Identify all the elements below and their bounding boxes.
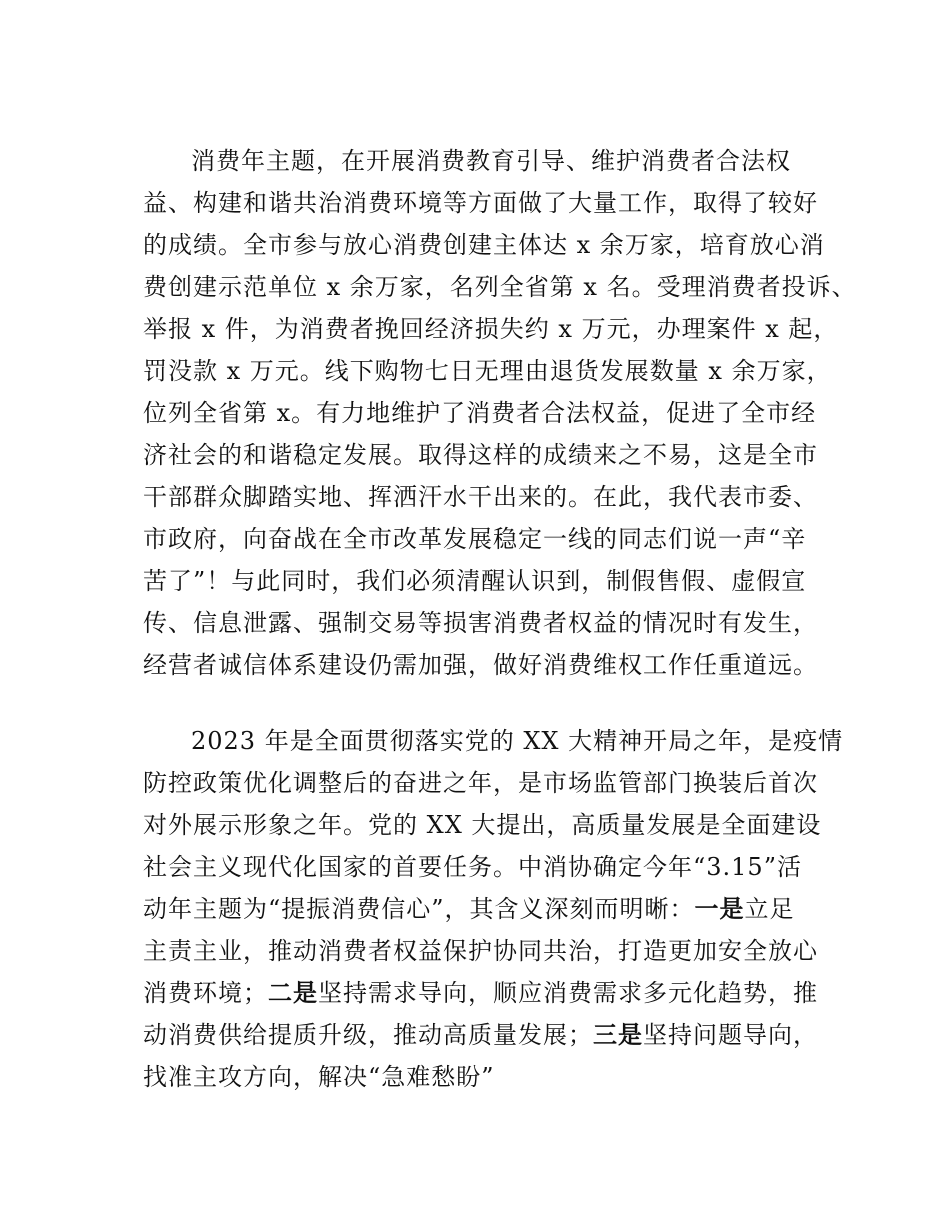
line-tail: 坚持需求导向，顺应消费需求多元化趋势，推 <box>318 979 818 1007</box>
text-line: 防控政策优化调整后的奋进之年，是市场监管部门换装后首次 <box>143 769 818 797</box>
emphasis-first: 一是 <box>694 894 745 923</box>
text-line: 举报 x 件，为消费者挽回经济损失约 x 万元，办理案件 x 起， <box>143 315 839 343</box>
text-line: 位列全省第 x。有力地维护了消费者合法权益，促进了全市经 <box>143 399 817 427</box>
text-line: 消费年主题，在开展消费教育引导、维护消费者合法权 <box>191 147 791 175</box>
text-line: 对外展示形象之年。党的 XX 大提出，高质量发展是全面建设 <box>143 811 822 839</box>
text-line: 干部群众脚踏实地、挥洒汗水干出来的。在此，我代表市委、 <box>143 483 818 511</box>
text-line: 传、信息泄露、强制交易等损害消费者权益的情况时有发生， <box>143 609 818 637</box>
text-line: 费创建示范单位 x 余万家，名列全省第 x 名。受理消费者投诉、 <box>143 273 857 301</box>
line-tail: 坚持问题导向， <box>643 1021 818 1049</box>
text-line: 罚没款 x 万元。线下购物七日无理由退货发展数量 x 余万家， <box>143 357 832 385</box>
text-line: 社会主义现代化国家的首要任务。中消协确定今年“3.15”活 <box>143 853 802 881</box>
line-lead: 动年主题为“提振消费信心”，其含义深刻而明晰： <box>143 895 695 923</box>
line-lead: 动消费供给提质升级，推动高质量发展； <box>143 1021 593 1049</box>
paragraph-2023-theme <box>143 720 844 1098</box>
emphasis-second: 二是 <box>268 978 318 1007</box>
text-line: 2023 年是全面贯彻落实党的 XX 大精神开局之年，是疫情 <box>191 727 844 755</box>
text-line: 主责主业，推动消费者权益保护协同共治，打造更加安全放心 <box>143 937 818 965</box>
text-line: 苦了”！与此同时，我们必须清醒认识到，制假售假、虚假宣 <box>143 567 807 595</box>
text-line: 经营者诚信体系建设仍需加强，做好消费维权工作任重道远。 <box>143 651 818 679</box>
paragraph-consumer-rights-achievements <box>143 140 857 686</box>
text-line-with-emphasis <box>143 888 823 930</box>
text-line: 找准主攻方向，解决“急难愁盼” <box>143 1063 495 1091</box>
text-line-with-emphasis <box>143 1014 823 1056</box>
text-line: 的成绩。全市参与放心消费创建主体达 x 余万家，培育放心消 <box>143 231 825 259</box>
emphasis-third: 三是 <box>593 1020 643 1049</box>
text-line-with-emphasis <box>143 972 823 1014</box>
text-line: 市政府，向奋战在全市改革发展稳定一线的同志们说一声“辛 <box>143 525 807 553</box>
text-line: 益、构建和谐共治消费环境等方面做了大量工作，取得了较好 <box>143 189 818 217</box>
text-line: 济社会的和谐稳定发展。取得这样的成绩来之不易，这是全市 <box>143 441 818 469</box>
line-tail: 立足 <box>744 895 795 923</box>
line-lead: 消费环境； <box>143 979 268 1007</box>
